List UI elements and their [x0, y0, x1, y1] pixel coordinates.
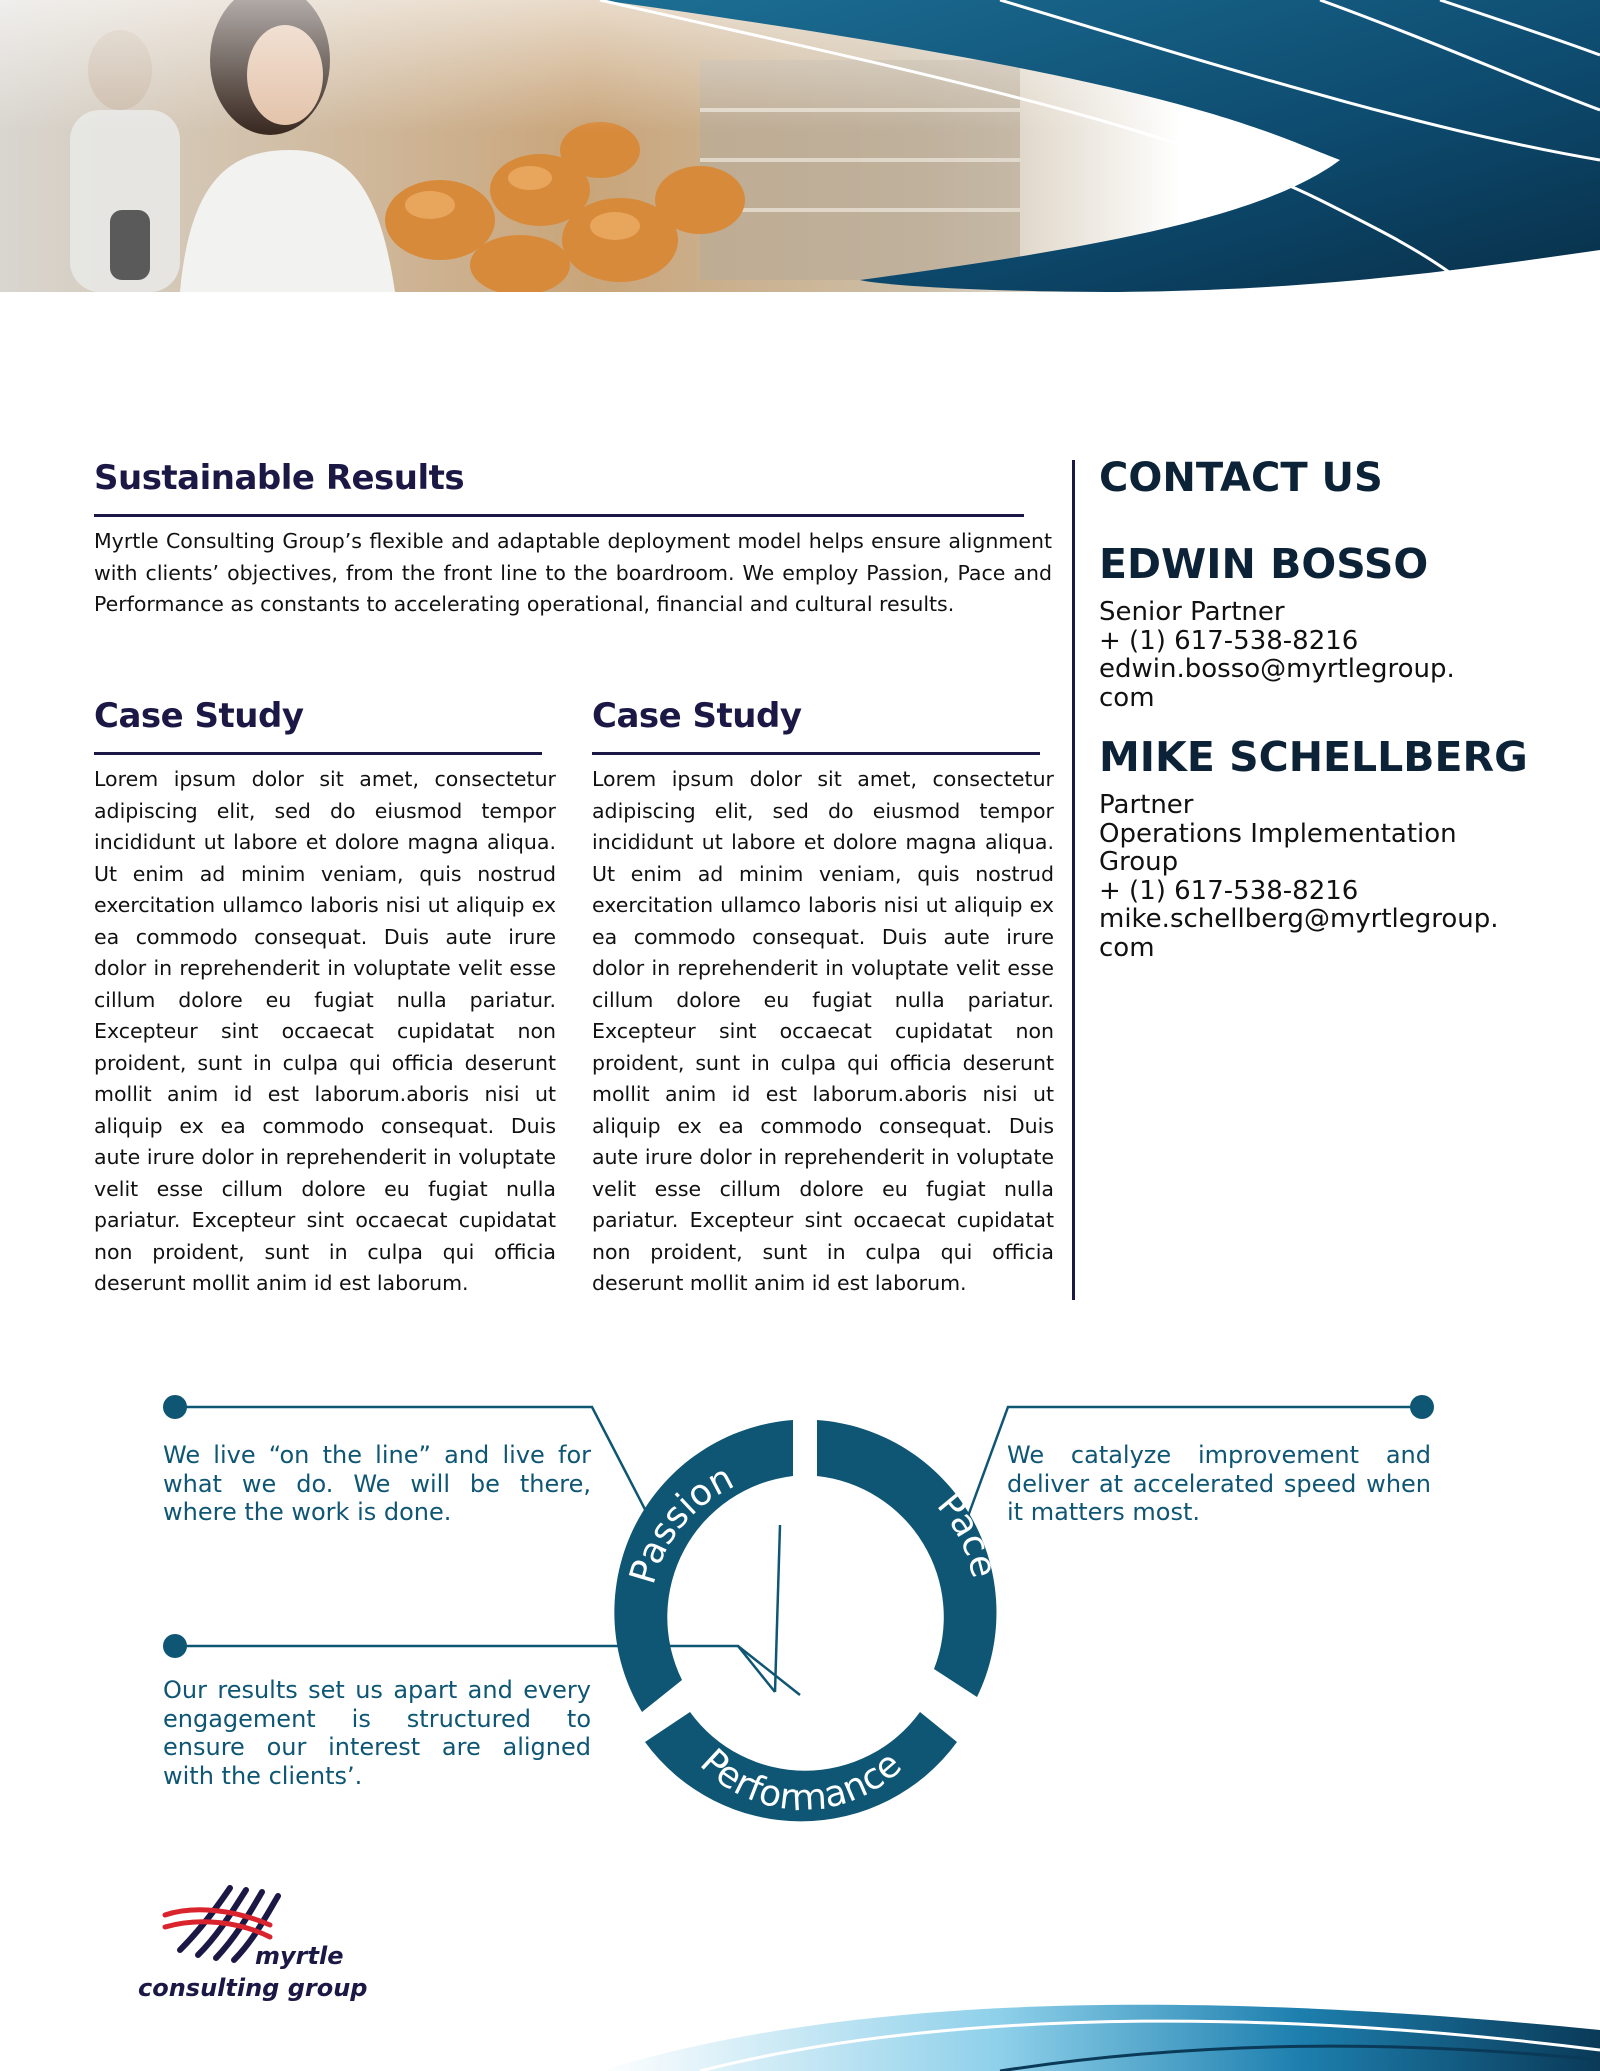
contact-name-2: MIKE SCHELLBERG [1099, 733, 1528, 781]
performance-connector-vertical [775, 1525, 780, 1692]
performance-label: Performance [692, 1741, 910, 1820]
pace-dot [1410, 1395, 1434, 1419]
pace-description: We catalyze improvement and deliver at accelerated speed when it matters most. [1007, 1441, 1431, 1526]
footer-swoosh-graphic [0, 1960, 1600, 2071]
contact-dept-2-cont: Group [1099, 847, 1179, 877]
contact-details-2 [1099, 791, 1519, 962]
performance-dot [163, 1634, 187, 1658]
contact-title: CONTACT US [1099, 455, 1383, 501]
contact-email-1[interactable]: edwin.bosso@myrtlegroup. [1099, 654, 1455, 684]
passion-label: Passion [622, 1457, 741, 1589]
header-swoosh-graphic [560, 0, 1600, 300]
logo-text-myrtle: myrtle [255, 1942, 344, 1970]
section-title-rule [94, 514, 1024, 517]
performance-connector-inner [738, 1646, 775, 1692]
logo-text-consulting-group: consulting group [138, 1974, 368, 2002]
contact-dept-2: Operations Implementation [1099, 818, 1457, 849]
contact-email-1-cont[interactable]: com [1099, 682, 1155, 713]
case-study-title-1: Case Study [94, 696, 304, 736]
pace-label: Pace [928, 1484, 1005, 1582]
case-study-rule-2 [592, 752, 1040, 755]
contact-email-2[interactable]: mike.schellberg@myrtlegroup. [1099, 904, 1499, 934]
case-study-title-2: Case Study [592, 696, 802, 736]
passion-dot [163, 1395, 187, 1419]
case-study-body-1: Lorem ipsum dolor sit amet, consectetur adipiscing elit, sed do eiusmod tempor incididunt ut labore et dolore magna aliqua. Ut enim ad minim veniam, quis nostrud exercitation ullamco laboris nisi ut aliquip ex ea commodo consequat. Duis aute irure dolor in reprehenderit in voluptate velit esse cillum dolore eu fugiat nulla pariatur. Excepteur sint occaecat cupidatat non proident, sunt in culpa qui officia deserunt mollit anim id est laborum.aboris nisi ut aliquip ex ea commodo consequat. Duis aute irure dolor in reprehenderit in voluptate velit esse cillum dolore eu fugiat nulla pariatur. Excepteur sint occaecat cupidatat non proident, sunt in culpa qui officia deserunt mollit anim id est laborum. [94, 767, 556, 1295]
performance-description: Our results set us apart and every engagement is structured to ensure our interest are aligned with the clients’. [163, 1676, 591, 1790]
section-title: Sustainable Results [94, 458, 465, 498]
contact-email-2-cont[interactable]: com [1099, 932, 1155, 963]
contact-phone-2[interactable]: + (1) 617-538-8216 [1099, 875, 1359, 906]
case-study-body-2: Lorem ipsum dolor sit amet, consectetur adipiscing elit, sed do eiusmod tempor incididunt ut labore et dolore magna aliqua. Ut enim ad minim veniam, quis nostrud exercitation ullamco laboris nisi ut aliquip ex ea commodo consequat. Duis aute irure dolor in reprehenderit in voluptate velit esse cillum dolore eu fugiat nulla pariatur. Excepteur sint occaecat cupidatat non proident, sunt in culpa qui officia deserunt mollit anim id est laborum.aboris nisi ut aliquip ex ea commodo consequat. Duis aute irure dolor in reprehenderit in voluptate velit esse cillum dolore eu fugiat nulla pariatur. Excepteur sint occaecat cupidatat non proident, sunt in culpa qui officia deserunt mollit anim id est laborum. [592, 767, 1054, 1295]
contact-role-2: Partner [1099, 790, 1194, 820]
contact-phone-1[interactable]: + (1) 617-538-8216 [1099, 625, 1359, 656]
contact-details-1 [1099, 598, 1499, 712]
contact-role-1: Senior Partner [1099, 597, 1285, 627]
passion-description: We live “on the line” and live for what we do. We will be there, where the work is done. [163, 1441, 591, 1526]
case-study-rule-1 [94, 752, 542, 755]
column-divider [1072, 460, 1075, 1300]
intro-paragraph: Myrtle Consulting Group’s flexible and adaptable deployment model helps ensure alignment with clients’ objectives, from the front line to the boardroom. We employ Passion, Pace and Performance as constants to accelerating operational, financial and cultural results. [94, 529, 1052, 616]
contact-name-1: EDWIN BOSSO [1099, 540, 1429, 588]
